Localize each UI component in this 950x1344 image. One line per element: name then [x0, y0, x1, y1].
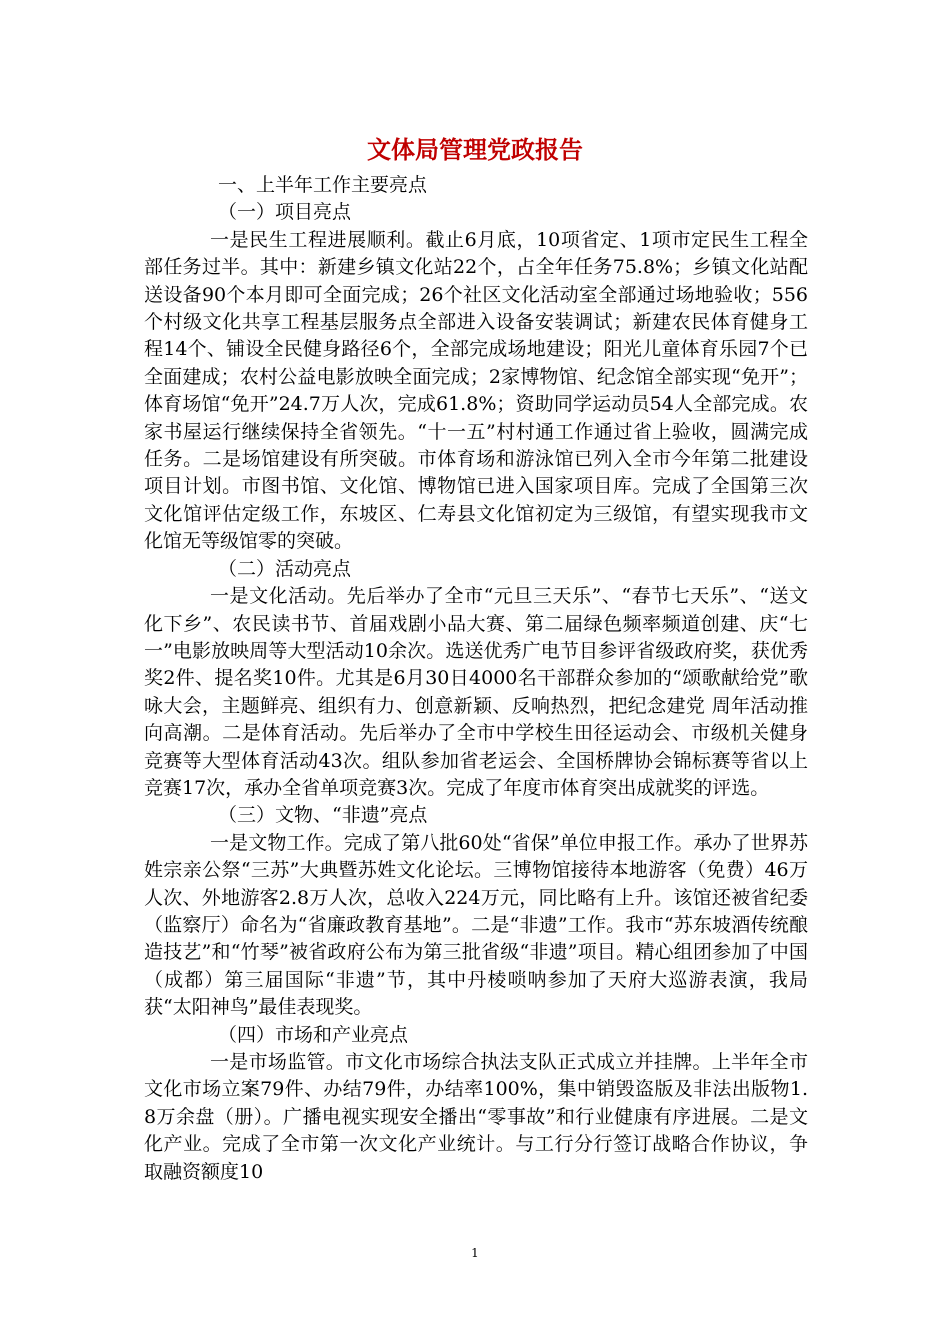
paragraph-heritage: 一是文物工作。完成了第八批60处“省保”单位申报工作。承办了世界苏姓宗亲公祭“三苏”大典暨苏姓文化论坛。三博物馆接待本地游客（免费）46万人次、外地游客2.8万人次，总收入224万元，同比略有上升。该馆还被省纪委（监察厅）命名为“省廉政教育基地”。二是“非遗”工作。我市“苏东坡酒传统酿造技艺”和“竹琴”被省政府公布为第三批省级“非遗”项目。精心组团参加了中国（成都）第三届国际“非遗”节，其中丹棱唢呐参加了天府大巡游表演，我局获“太阳神鸟”最佳表现奖。 — [144, 831, 808, 1019]
paragraph-activities: 一是文化活动。先后举办了全市“元旦三天乐”、“春节七天乐”、“送文化下乡”、农民读书节、首届戏剧小品大赛、第二届绿色频率频道创建、庆“七一”电影放映周等大型活动10余次。选送优秀广电节目参评省级政府奖，获优秀奖2件、提名奖10件。尤其是6月30日4000名干部群众参加的“颂歌献给党”歌咏大会，主题鲜亮、组织有力、创意新颖、反响热烈，把纪念建党 周年活动推向高潮。二是体育活动。先后举办了全市中学校生田径运动会、市级机关健身竞赛等大型体育活动43次。组队参加省老运会、全国桥牌协会锦标赛等省以上竞赛17次，承办全省单项竞赛3次。完成了年度市体育突出成就奖的评选。 — [144, 585, 808, 799]
section-heading-market: （四）市场和产业亮点 — [218, 1023, 409, 1046]
document-body — [144, 172, 808, 1186]
paragraph-market: 一是市场监管。市文化市场综合执法支队正式成立并挂牌。上半年全市文化市场立案79件、办结79件，办结率100%，集中销毁盗版及非法出版物1.8万余盘（册）。广播电视实现安全播出“零事故”和行业健康有序进展。二是文化产业。完成了全市第一次文化产业统计。与工行分行签订战略合作协议，争取融资额度10 — [144, 1051, 808, 1183]
section-heading-activities: （二）活动亮点 — [218, 557, 352, 580]
page-number: 1 — [471, 1246, 479, 1260]
paragraph-projects: 一是民生工程进展顺利。截止6月底，10项省定、1项市定民生工程全部任务过半。其中：新建乡镇文化站22个，占全年任务75.8%；乡镇文化站配送设备90个本月即可全面完成；26个社区文化活动室全部通过场地验收；556个村级文化共享工程基层服务点全部进入设备安装调试；新建农民体育健身工程14个、铺设全民健身路径6个，全部完成场地建设；阳光儿童体育乐园7个已全面建成；农村公益电影放映全面完成；2家博物馆、纪念馆全部实现“免开”；体育场馆“免开”24.7万人次，完成61.8%；资助同学运动员54人全部完成。农家书屋运行继续保持全省领先。“十一五”村村通工作通过省上验收，圆满完成任务。二是场馆建设有所突破。市体育场和游泳馆已列入全市今年第二批建设项目计划。市图书馆、文化馆、博物馆已进入国家项目库。完成了全国第三次文化馆评估定级工作，东坡区、仁寿县文化馆初定为三级馆，有望实现我市文化馆无等级馆零的突破。 — [144, 228, 808, 553]
section-heading-projects: （一）项目亮点 — [218, 201, 352, 224]
section-heading-main: 一、上半年工作主要亮点 — [218, 174, 428, 196]
document-title: 文体局管理党政报告 — [367, 136, 583, 164]
section-heading-heritage: （三）文物、“非遗”亮点 — [218, 804, 428, 827]
